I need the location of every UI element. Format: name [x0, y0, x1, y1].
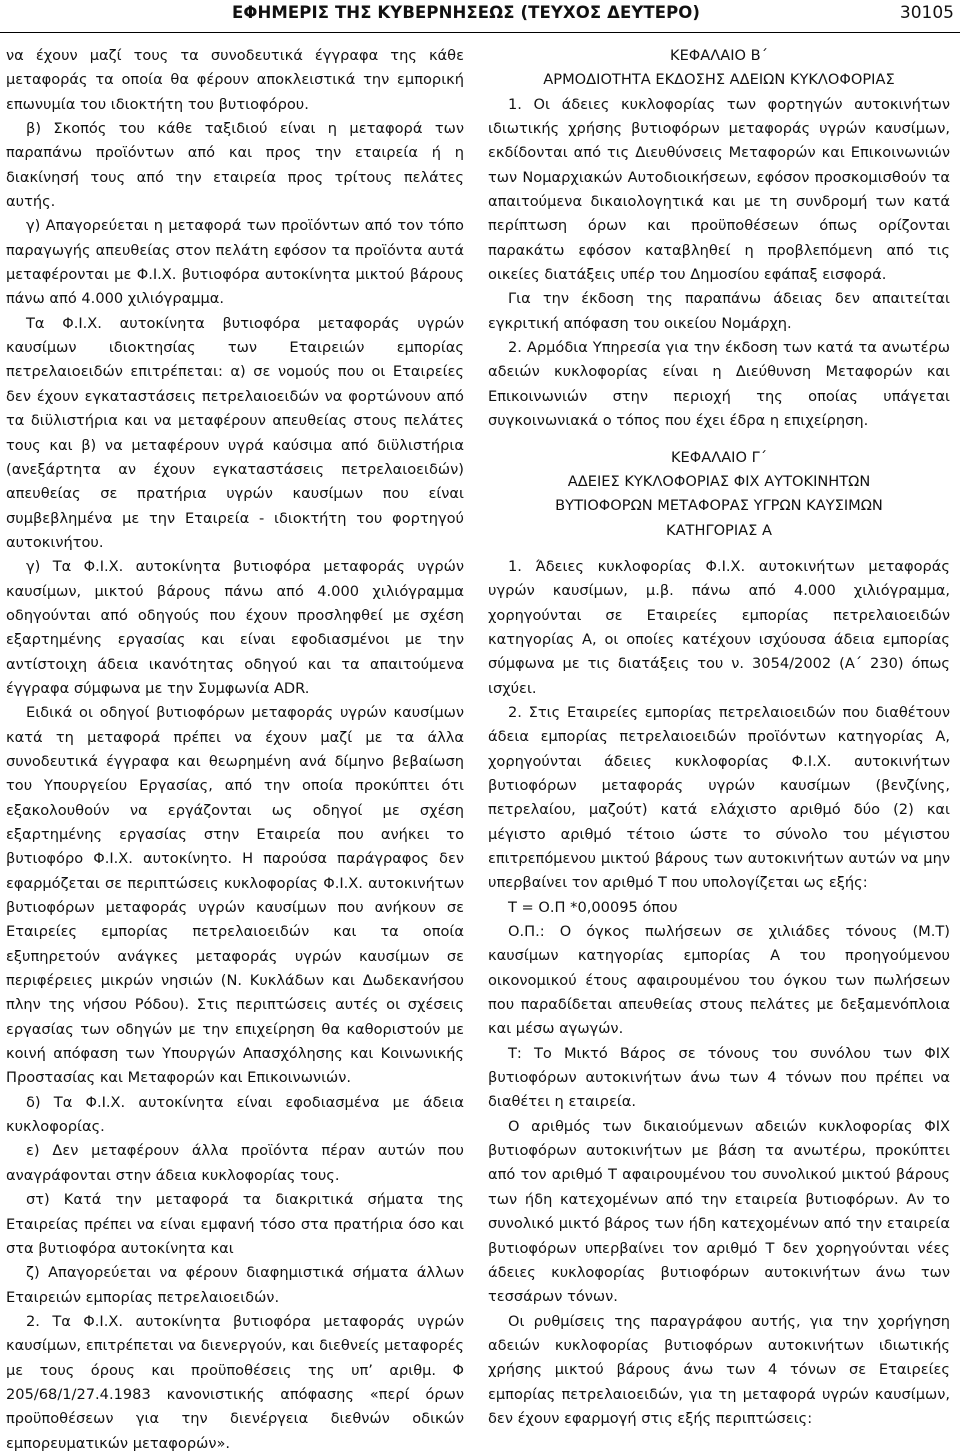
chapter-b-number: ΚΕΦΑΛΑΙΟ Β΄	[670, 47, 768, 64]
paragraph: Ο.Π.: Ο όγκος πωλήσεων σε χιλιάδες τόνους (Μ.Τ) καυσίμων κατηγορίας εμπορίας Α του προηγούμενου οικονομικού έτους αφαιρουμένου του όγκου των πωλήσεων που παραδίδεται απευθείας στους πελάτες με δεξαμενόπλοια και μέσω αγωγών.	[488, 923, 950, 1038]
paragraph: Για την έκδοση της παραπάνω άδειας δεν απαιτείται εγκριτική απόφαση του οικείου Νομάρχη.	[488, 290, 950, 332]
chapter-c-title-line: ΚΑΤΗΓΟΡΙΑΣ Α	[666, 521, 772, 539]
paragraph: Τα Φ.Ι.Χ. αυτοκίνητα βυτιοφόρα μεταφοράς υγρών καυσίμων ιδιοκτησίας των Εταιρειών εμπορίας πετρελαιοειδών επιτρέπεται: α) σε νομούς που οι Εταιρείες δεν έχουν εγκαταστάσεις πετρελαιοειδών να φορτώνουν από τα διϋλιστήρια και να μεταφέρουν απευθείας στους πελάτες τους και β) να μεταφέρουν υγρά καύσιμα από διϋλιστήρια (ανεξάρτητα αν έχουν εγκαταστάσεις πετρελαιοειδών) απευθείας σε πρατήρια υγρών καυσίμων που είναι συμβεβλημένα με την Εταιρεία - ιδιοκτήτη του φορτηγού αυτοκινήτου.	[6, 314, 464, 551]
gazette-title: ΕΦΗΜΕΡΙΣ ΤΗΣ ΚΥΒΕΡΝΗΣΕΩΣ (ΤΕΥΧΟΣ ΔΕΥΤΕΡΟ)	[232, 3, 701, 22]
formula: Τ = Ο.Π *0,00095 όπου	[508, 898, 678, 916]
paragraph: Οι ρυθμίσεις της παραγράφου αυτής, για την χορήγηση αδειών κυκλοφορίας βυτιοφόρων αυτοκινήτων ιδιωτικής χρήσης μικτού βάρους άνω των 4 τόνων σε Εταιρείες εμπορίας πετρελαιοειδών, για τη μεταφορά υγρών καυσίμων, δεν έχουν εφαρμογή στις εξής περιπτώσεις:	[488, 1312, 950, 1427]
paragraph: Τ: Το Μικτό Βάρος σε τόνους του συνόλου των ΦΙΧ βυτιοφόρων αυτοκινήτων άνω των 4 τόνων που πρέπει να διαθέτει η εταιρεία.	[488, 1044, 950, 1111]
paragraph: γ) Απαγορεύεται η μεταφορά των προϊόντων από τον τόπο παραγωγής απευθείας στον πελάτη εφόσον τα προϊόντα αυτά μεταφέρονται με Φ.Ι.Χ. βυτιοφόρα αυτοκίνητα μικτού βάρους πάνω από 4.000 χιλιόγραμμα.	[6, 217, 464, 308]
paragraph: 1. Άδειες κυκλοφορίας Φ.Ι.Χ. αυτοκινήτων μεταφοράς υγρών καυσίμων, μ.β. πάνω από 4.000 χιλιόγραμμα, χορηγούνται σε Εταιρείες εμπορίας πετρελαιοειδών κατηγορίας Α, οι οποίες κατέχουν ισχύουσα άδεια εμπορίας σύμφωνα με τις διατάξεις του ν. 3054/2002 (Α΄ 230) όπως ισχύει.	[488, 557, 950, 697]
paragraph: γ) Τα Φ.Ι.Χ. αυτοκίνητα βυτιοφόρα μεταφοράς υγρών καυσίμων, μικτού βάρους πάνω από 4.000 χιλιόγραμμα οδηγούνται από οδηγούς που έχουν προσληφθεί με σχέση εξαρτημένης εργασίας και είναι εφοδιασμένοι με την αντίστοιχη άδεια ικανότητας οδηγού και τα απαιτούμενα έγγραφα σύμφωνα με την Συμφωνία ADR.	[6, 558, 464, 697]
paragraph: Ο αριθμός των δικαιούμενων αδειών κυκλοφορίας ΦΙΧ βυτιοφόρων αυτοκινήτων με βάση τα ανωτέρω, προκύπτει από τον αριθμό Τ αφαιρουμένου του συνολικού μικτού βάρους των ήδη κατεχομένων από την εταιρεία βυτιοφόρων. Αν το συνολικό μικτό βάρος των ήδη κατεχομένων από την εταιρεία βυτιοφόρων υπερβαίνει τον αριθμό Τ δεν χορηγούνται νέες άδειες κυκλοφορίας βυτιοφόρων αυτοκινήτων άνω των τεσσάρων τόνων.	[488, 1117, 950, 1306]
paragraph: β) Σκοπός του κάθε ταξιδιού είναι η μεταφορά των παραπάνω προϊόντων από και προς την εταιρεία ή η διακίνησή τους από την εταιρεία προς τρίτους πελάτες αυτής.	[6, 120, 464, 211]
page-number: 30105	[899, 3, 954, 23]
right-column	[488, 44, 950, 1431]
chapter-c-title-line: ΑΔΕΙΕΣ ΚΥΚΛΟΦΟΡΙΑΣ ΦΙΧ ΑΥΤΟΚΙΝΗΤΩΝ	[567, 472, 871, 490]
paragraph: 2. Τα Φ.Ι.Χ. αυτοκίνητα βυτιοφόρα μεταφοράς υγρών καυσίμων, επιτρέπεται να διενεργούν, και διεθνείς μεταφορές με τους όρους και προϋποθέσεις της υπ’ αριθμ. Φ 205/68/1/27.4.1983 κανονιστικής απόφασης «περί όρων προϋποθέσεων για την διενέργεια διεθνών οδικών εμπορευματικών μεταφορών».	[6, 1312, 464, 1452]
paragraph: ε) Δεν μεταφέρουν άλλα προϊόντα πέραν αυτών που αναγράφονται στην άδεια κυκλοφορίας τους.	[6, 1142, 464, 1184]
chapter-c-title-line: ΒΥΤΙΟΦΟΡΩΝ ΜΕΤΑΦΟΡΑΣ ΥΓΡΩΝ ΚΑΥΣΙΜΩΝ	[555, 497, 883, 515]
page-header	[0, 0, 960, 33]
paragraph: ζ) Απαγορεύεται να φέρουν διαφημιστικά σήματα άλλων Εταιρειών εμπορίας πετρελαιοειδών.	[6, 1264, 464, 1306]
paragraph: 2. Στις Εταιρείες εμπορίας πετρελαιοειδών που διαθέτουν άδεια εμπορίας πετρελαιοειδών προϊόντων κατηγορίας Α, χορηγούνται άδειες κυκλοφορίας Φ.Ι.Χ. αυτοκινήτων βυτιοφόρων μεταφοράς υγρών καυσίμων (βενζίνης, πετρελαίου, μαζούτ) κατά ελάχιστο αριθμό δύο (2) και μέγιστο αριθμό τέτοιο ώστε το σύνολο του μέγιστου επιτρεπόμενου μικτού βάρους των αυτοκινήτων αυτών να μην υπερβαίνει τον αριθμό Τ που υπολογίζεται ως εξής:	[488, 703, 950, 892]
paragraph: 2. Αρμόδια Υπηρεσία για την έκδοση των κατά τα ανωτέρω αδειών κυκλοφορίας είναι η Διεύθυνση Μεταφορών και Επικοινωνιών στην περιοχή της οποίας υπάγεται συγκοινωνιακά ο τόπος που έχει έδρα η επιχείρηση.	[488, 339, 950, 430]
paragraph: να έχουν μαζί τους τα συνοδευτικά έγγραφα της κάθε μεταφοράς τα οποία θα φέρουν αποκλειστικά την εμπορική επωνυμία του ιδιοκτήτη του βυτιοφόρου.	[6, 47, 464, 113]
chapter-b-title: ΑΡΜΟΔΙΟΤΗΤΑ ΕΚΔΟΣΗΣ ΑΔΕΙΩΝ ΚΥΚΛΟΦΟΡΙΑΣ	[543, 71, 895, 89]
chapter-c-number: ΚΕΦΑΛΑΙΟ Γ΄	[670, 448, 768, 466]
left-column	[6, 44, 464, 1456]
paragraph: 1. Οι άδειες κυκλοφορίας των φορτηγών αυτοκινήτων ιδιωτικής χρήσης βυτιοφόρων μεταφοράς υγρών καυσίμων, εκδίδονται από τις Διευθύνσεις Μεταφορών και Επικοινωνιών των Νομαρχιακών Αυτοδιοικήσεων, εφόσον προσκομισθούν τα απαιτούμενα δικαιολογητικά και με τη συνδρομή των κατά περίπτωση όρων και προϋποθέσεων όπως ορίζονται παρακάτω εφόσον καταβληθεί η προβλεπόμενη από τις οικείες διατάξεις υπέρ του Δημοσίου εφάπαξ εισφορά.	[488, 95, 950, 284]
paragraph: δ) Τα Φ.Ι.Χ. αυτοκίνητα είναι εφοδιασμένα με άδεια κυκλοφορίας.	[6, 1093, 464, 1136]
paragraph: στ) Κατά την μεταφορά τα διακριτικά σήματα της Εταιρείας πρέπει να είναι εμφανή τόσο στα πρατήρια όσο και στα βυτιοφόρα αυτοκίνητα και	[6, 1191, 464, 1257]
paragraph: Ειδικά οι οδηγοί βυτιοφόρων μεταφοράς υγρών καυσίμων κατά τη μεταφορά πρέπει να έχουν μαζί με τα άλλα συνοδευτικά έγγραφα και θεωρημένη ανά δίμηνο βεβαίωση του Υπουργείου Εργασίας, από την οποία προκύπτει ότι εξακολουθούν να εργάζονται ως οδηγοί με σχέση εξαρτημένης εργασίας στην Εταιρεία που ανήκει το βυτιοφόρο Φ.Ι.Χ. αυτοκίνητο. Η παρούσα παράγραφος δεν εφαρμόζεται σε περιπτώσεις κυκλοφορίας Φ.Ι.Χ. αυτοκινήτων βυτιοφόρων μεταφοράς υγρών καυσίμων που ανήκουν σε Εταιρείες εμπορίας πετρελαιοειδών και τα οποία εξυπηρετούν ανάγκες μεταφοράς υγρών καυσίμων σε περιφέρειες μικρών νησιών (Ν. Κυκλάδων και Δωδεκανήσου πλην της νήσου Ρόδου). Στις περιπτώσεις αυτές οι σχέσεις εργασίας των οδηγών με την επιχείρηση θα καθοριστούν με κοινή απόφαση των Υπουργών Απασχόλησης και Κοινωνικής Προστασίας και Μεταφορών και Επικοινωνιών.	[6, 704, 464, 1087]
